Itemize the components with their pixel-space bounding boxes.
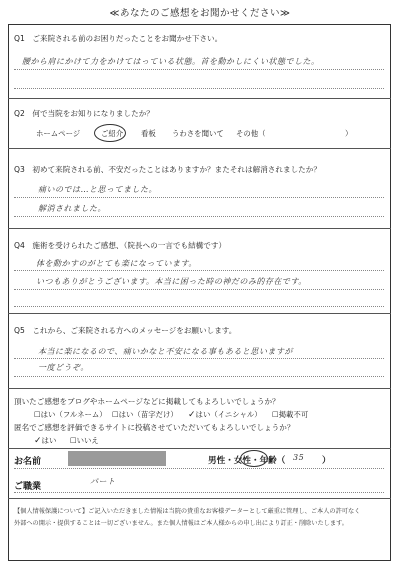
privacy-note-line-2: 外部への開示・提供することは一切ございません。また個人情報はご本人様からの申し出により訂正・削除いたします。 — [14, 520, 348, 527]
consent-option-label: はい（苗字だけ） — [118, 410, 178, 419]
check-mark-icon[interactable]: ✓ — [34, 436, 42, 446]
divider — [8, 313, 391, 314]
q5-label: Q5 これから、ご来院される方へのメッセージをお願いします。 — [14, 326, 237, 335]
q2-selection-circle — [94, 124, 126, 142]
consent-option-surname[interactable] — [112, 409, 178, 420]
q3-answer-line — [14, 197, 384, 198]
checkbox-icon[interactable]: ☐ — [34, 410, 41, 419]
q3-answer-line — [14, 216, 384, 217]
age-close-paren: ） — [322, 456, 331, 466]
anonymous-option-label: いいえ — [76, 436, 99, 445]
consent-question: 頂いたご感想をブログやホームページなどに掲載してもよろしいでしょうか？ — [14, 397, 280, 406]
divider — [8, 498, 391, 499]
occupation-label: ご職業 — [14, 482, 42, 492]
occupation-value: パート — [90, 477, 116, 486]
q2-label: Q2 何で当院をお知りになりましたか？ — [14, 109, 154, 118]
q2-option-referral: ご紹介 — [101, 129, 124, 138]
checkbox-icon[interactable]: ☐ — [112, 410, 119, 419]
q4-answer-line — [14, 270, 384, 271]
q5-answer-line — [14, 376, 384, 377]
gender-selection-circle — [240, 450, 268, 467]
privacy-note-line-1: 【個人情報保護について】ご記入いただきました情報は当院の貴重なお客様データーとして厳重に管理し、ご本人の許可なく — [14, 508, 361, 515]
q2-option-other-close: ） — [345, 129, 353, 138]
q1-label: Q1 ご来院される前のお困りだったことをお聞かせ下さい。 — [14, 34, 223, 43]
q5-answer-line-1: 本当に楽になるので、痛いかなと不安になる事もあると思いますが — [38, 347, 293, 356]
q4-answer-line — [14, 306, 384, 307]
name-line — [14, 468, 384, 469]
form-title: ≪あなたのご感想をお聞かせください≫ — [109, 8, 291, 19]
divider — [8, 228, 391, 229]
anonymous-option-yes[interactable] — [34, 435, 56, 446]
q5-answer-line-2: 一度どうぞ。 — [38, 363, 89, 372]
consent-option-fullname[interactable] — [34, 409, 107, 420]
q2-option-other: その他（ — [236, 129, 266, 138]
divider — [8, 148, 391, 149]
form-frame — [8, 24, 391, 561]
redacted-name — [68, 451, 166, 466]
divider — [8, 388, 391, 389]
consent-option-label: はい（イニシャル） — [195, 410, 262, 419]
q4-answer-line — [14, 289, 384, 290]
q2-option-homepage: ホームページ — [36, 129, 81, 138]
q2-option-signboard: 看板 — [141, 129, 156, 138]
divider — [8, 98, 391, 99]
consent-option-initials[interactable] — [188, 409, 262, 420]
q4-answer-line-1: 体を動かすのがとても楽になっています。 — [36, 259, 197, 268]
q1-answer-line-2 — [14, 88, 384, 89]
checkbox-icon[interactable]: ☐ — [70, 436, 77, 445]
anonymous-option-label: はい — [41, 436, 57, 445]
q2-option-rumor: うわさを聞いて — [172, 129, 224, 138]
q4-label: Q4 施術を受けられたご感想、（院長への一言でも結構です） — [14, 241, 227, 250]
anonymous-option-no[interactable] — [70, 435, 99, 446]
q3-answer-line-2: 解消されました。 — [38, 204, 106, 213]
occupation-line — [14, 492, 384, 493]
consent-option-label: はい（フルネーム） — [40, 410, 107, 419]
age-value: 35 — [293, 453, 305, 462]
checkbox-icon[interactable]: ☐ — [272, 410, 279, 419]
consent-option-label: 掲載不可 — [278, 410, 309, 419]
q1-answer-line — [14, 69, 384, 70]
q1-answer: 腰から肩にかけて力をかけてはっている状態。首を動かしにくい状態でした。 — [22, 57, 320, 66]
q3-answer-line-1: 痛いのでは…と思ってました。 — [38, 185, 157, 194]
q3-label: Q3 初めて来院される前、不安だったことはありますか？またそれは解消されましたか？ — [14, 165, 321, 174]
q5-answer-line — [14, 358, 384, 359]
q4-answer-line-2: いつもありがとうございます。本当に困った時の神だのみ的存在です。 — [36, 277, 307, 286]
divider — [8, 448, 391, 449]
name-label: お名前 — [14, 457, 42, 467]
check-mark-icon[interactable]: ✓ — [188, 410, 196, 420]
consent-option-decline[interactable] — [272, 409, 308, 420]
gender-age-label: 男性・女性・年齢（ — [208, 456, 286, 466]
anonymous-question: 匿名でご感想を評価できるサイトに投稿させていただいてもよろしいでしょうか？ — [14, 423, 295, 432]
